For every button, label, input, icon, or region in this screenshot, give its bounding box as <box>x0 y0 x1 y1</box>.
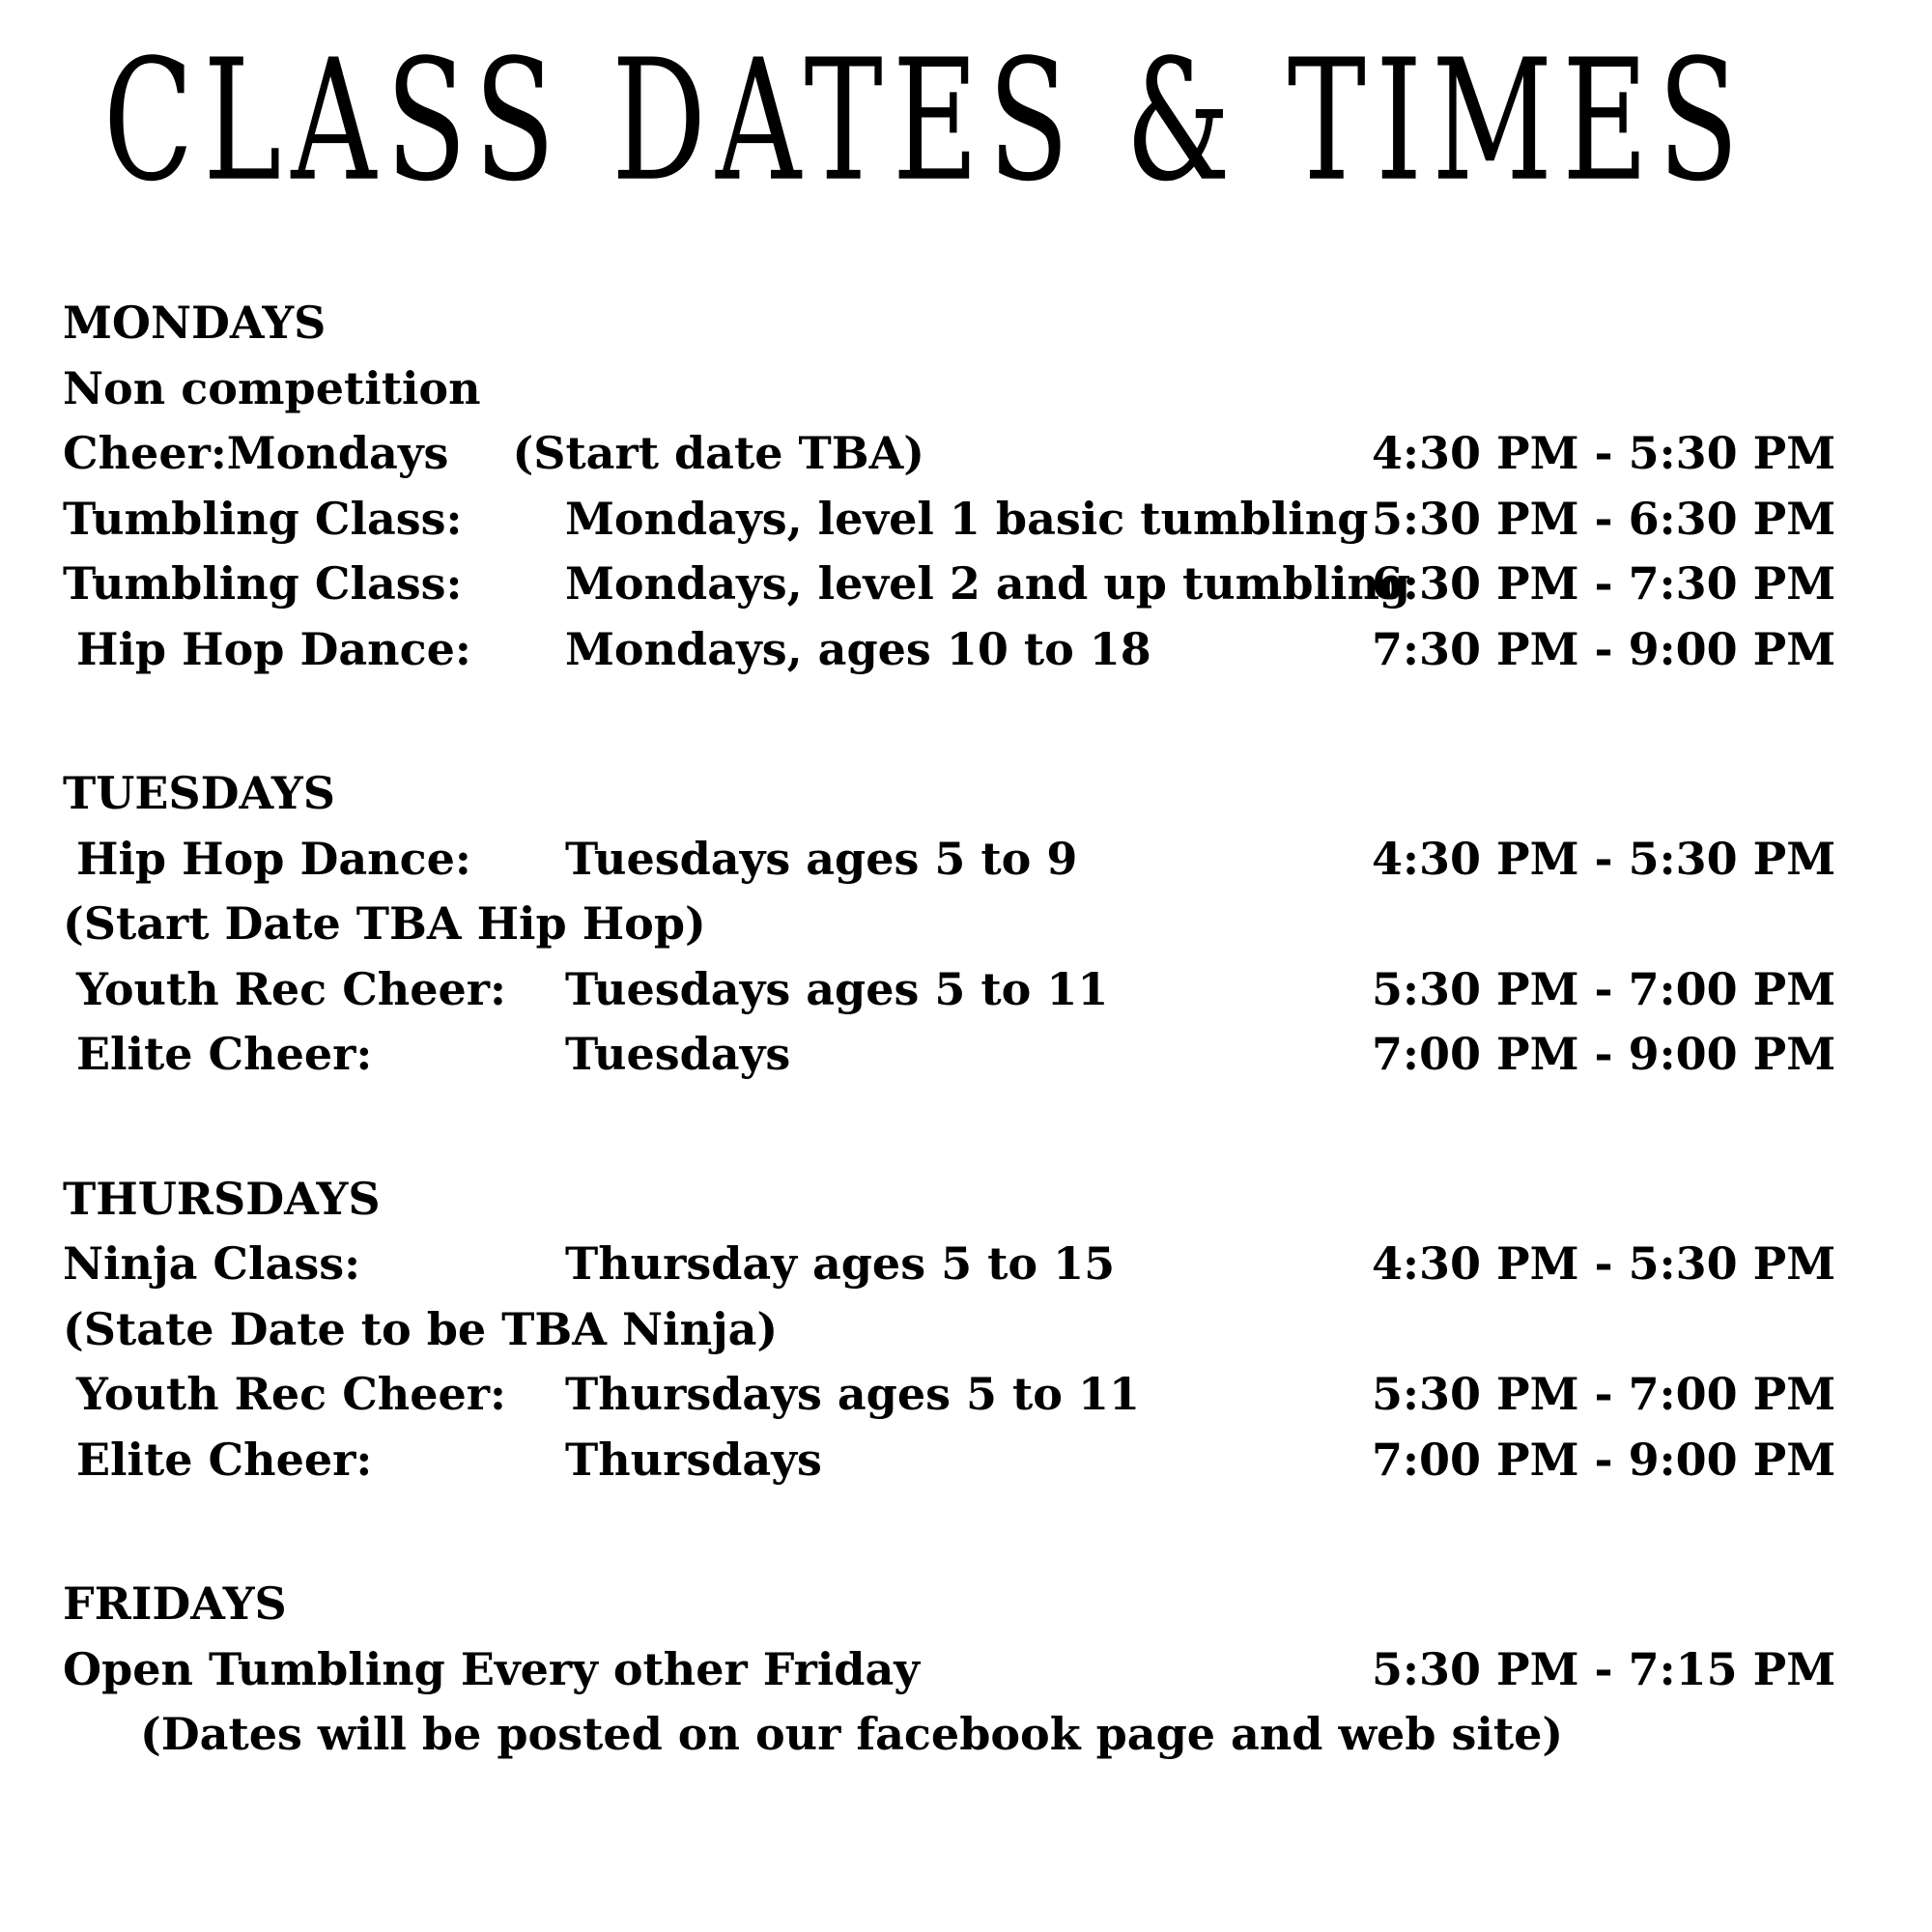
schedule-row <box>63 421 1874 487</box>
class-label: Elite Cheer: <box>76 1433 373 1486</box>
schedule-row <box>63 1637 1874 1703</box>
page-title: CLASS DATES & TIMES <box>103 23 1748 218</box>
day-heading: TUESDAYS <box>63 767 335 819</box>
day-section <box>63 291 1874 682</box>
label-with-note <box>63 421 1372 487</box>
class-description: Thursdays ages 5 to 11 <box>565 1368 1140 1420</box>
class-time: 7:00 PM - 9:00 PM <box>1372 1433 1836 1486</box>
class-label: (Start Date TBA Hip Hop) <box>63 897 706 950</box>
schedule-row <box>63 552 1874 617</box>
note-text: (Dates will be posted on our facebook page and web site) <box>140 1708 1564 1760</box>
class-time: 5:30 PM - 6:30 PM <box>1372 492 1836 545</box>
schedule-row <box>63 892 1874 957</box>
class-label: Cheer:Mondays <box>63 427 449 479</box>
schedule-row <box>63 1428 1874 1493</box>
schedule-row <box>63 487 1874 553</box>
day-section <box>63 1167 1874 1493</box>
schedule-row <box>63 1022 1874 1088</box>
schedule-row <box>63 1232 1874 1297</box>
class-label: Youth Rec Cheer: <box>76 962 506 1015</box>
class-time: 5:30 PM - 7:15 PM <box>1372 1642 1836 1695</box>
class-time: 7:00 PM - 9:00 PM <box>1372 1028 1836 1080</box>
class-label: (State Date to be TBA Ninja) <box>63 1302 779 1355</box>
schedule-row <box>63 1702 1874 1768</box>
day-heading: THURSDAYS <box>63 1172 381 1225</box>
class-label: Ninja Class: <box>63 1237 361 1290</box>
class-description: Tuesdays <box>565 1028 791 1080</box>
class-time: 4:30 PM - 5:30 PM <box>1372 1237 1836 1290</box>
class-description: Thursday ages 5 to 15 <box>565 1237 1116 1290</box>
schedule-row <box>63 1362 1874 1428</box>
class-label: Open Tumbling Every other Friday <box>63 1642 921 1695</box>
day-section <box>63 761 1874 1088</box>
class-description: Mondays, level 2 and up tumbling <box>565 557 1411 610</box>
class-label: Youth Rec Cheer: <box>76 1368 506 1420</box>
class-label: Hip Hop Dance: <box>76 832 471 885</box>
day-heading: MONDAYS <box>63 297 327 349</box>
class-time: 6:30 PM - 7:30 PM <box>1372 557 1836 610</box>
class-time: 5:30 PM - 7:00 PM <box>1372 962 1836 1015</box>
schedule-row <box>63 1297 1874 1363</box>
class-description: Mondays, level 1 basic tumbling <box>565 492 1369 545</box>
class-time: 4:30 PM - 5:30 PM <box>1372 832 1836 885</box>
schedule-row <box>63 957 1874 1023</box>
class-time: 5:30 PM - 7:00 PM <box>1372 1368 1836 1420</box>
schedule-row <box>63 617 1874 683</box>
class-time: 7:30 PM - 9:00 PM <box>1372 622 1836 675</box>
class-time: 4:30 PM - 5:30 PM <box>1372 427 1836 479</box>
schedule-row <box>63 356 1874 422</box>
schedule-row <box>63 827 1874 893</box>
class-description: (Start date TBA) <box>512 427 925 479</box>
schedule <box>63 291 1874 1768</box>
class-label: Tumbling Class: <box>63 557 463 610</box>
day-section <box>63 1572 1874 1768</box>
class-description: Mondays, ages 10 to 18 <box>565 622 1151 675</box>
class-label: Hip Hop Dance: <box>76 622 471 675</box>
day-heading: FRIDAYS <box>63 1577 287 1630</box>
class-description: Tuesdays ages 5 to 9 <box>565 832 1078 885</box>
class-description: Thursdays <box>565 1433 822 1486</box>
class-description: Tuesdays ages 5 to 11 <box>565 962 1109 1015</box>
class-label: Non competition <box>63 361 481 414</box>
class-label: Elite Cheer: <box>76 1028 373 1080</box>
class-label: Tumbling Class: <box>63 492 463 545</box>
